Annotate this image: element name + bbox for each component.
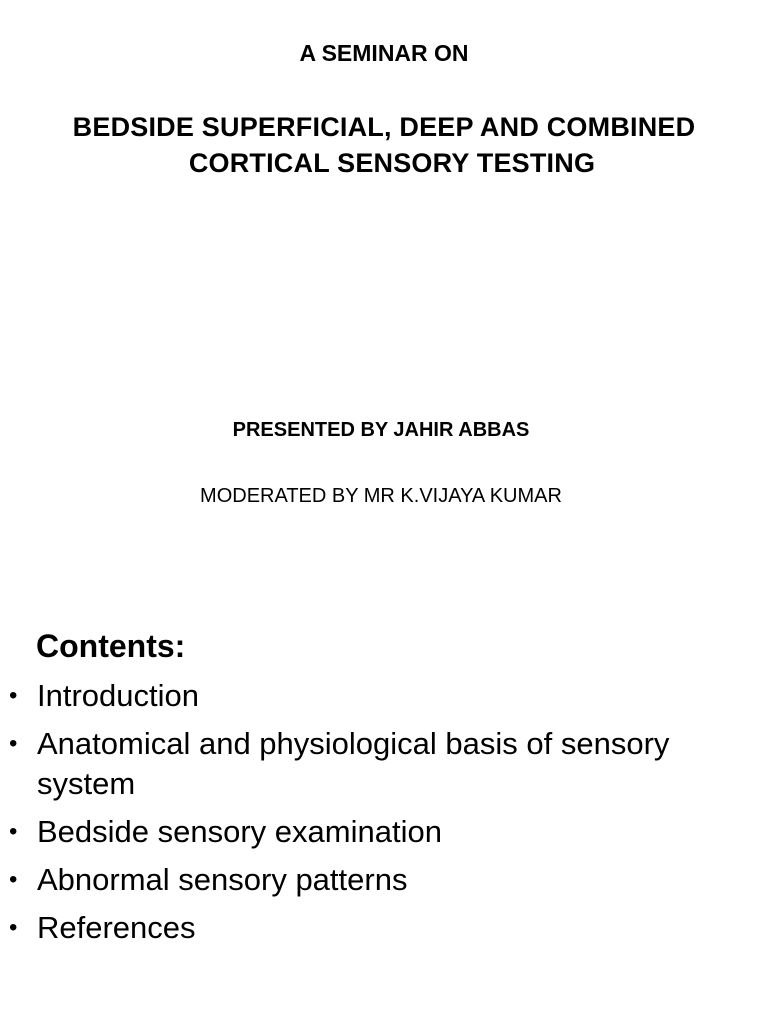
moderator-line: MODERATED BY MR K.VIJAYA KUMAR (200, 485, 562, 507)
seminar-title-line-1: BEDSIDE SUPERFICIAL, DEEP AND COMBINED (72, 112, 696, 142)
contents-item-label: References (37, 910, 196, 945)
contents-item-label: Anatomical and physiological basis of sensory system (37, 726, 670, 801)
contents-item (0, 908, 768, 948)
seminar-heading: A SEMINAR ON (299, 40, 469, 66)
bullet-icon: • (9, 682, 18, 709)
contents-list (0, 676, 768, 956)
contents-item (0, 860, 768, 900)
bullet-icon: • (9, 730, 18, 757)
presenter-line: PRESENTED BY JAHIR ABBAS (232, 419, 530, 441)
contents-slide (0, 590, 768, 1024)
contents-item (0, 724, 768, 804)
contents-item (0, 812, 768, 852)
contents-item-label: Introduction (37, 678, 199, 713)
bullet-icon: • (9, 914, 18, 941)
bullet-icon: • (9, 818, 18, 845)
contents-item-label: Bedside sensory examination (37, 814, 442, 849)
contents-item-label: Abnormal sensory patterns (37, 862, 408, 897)
contents-heading: Contents: (36, 628, 186, 664)
contents-item (0, 676, 768, 716)
bullet-icon: • (9, 866, 18, 893)
seminar-title-line-2: CORTICAL SENSORY TESTING (188, 148, 596, 178)
